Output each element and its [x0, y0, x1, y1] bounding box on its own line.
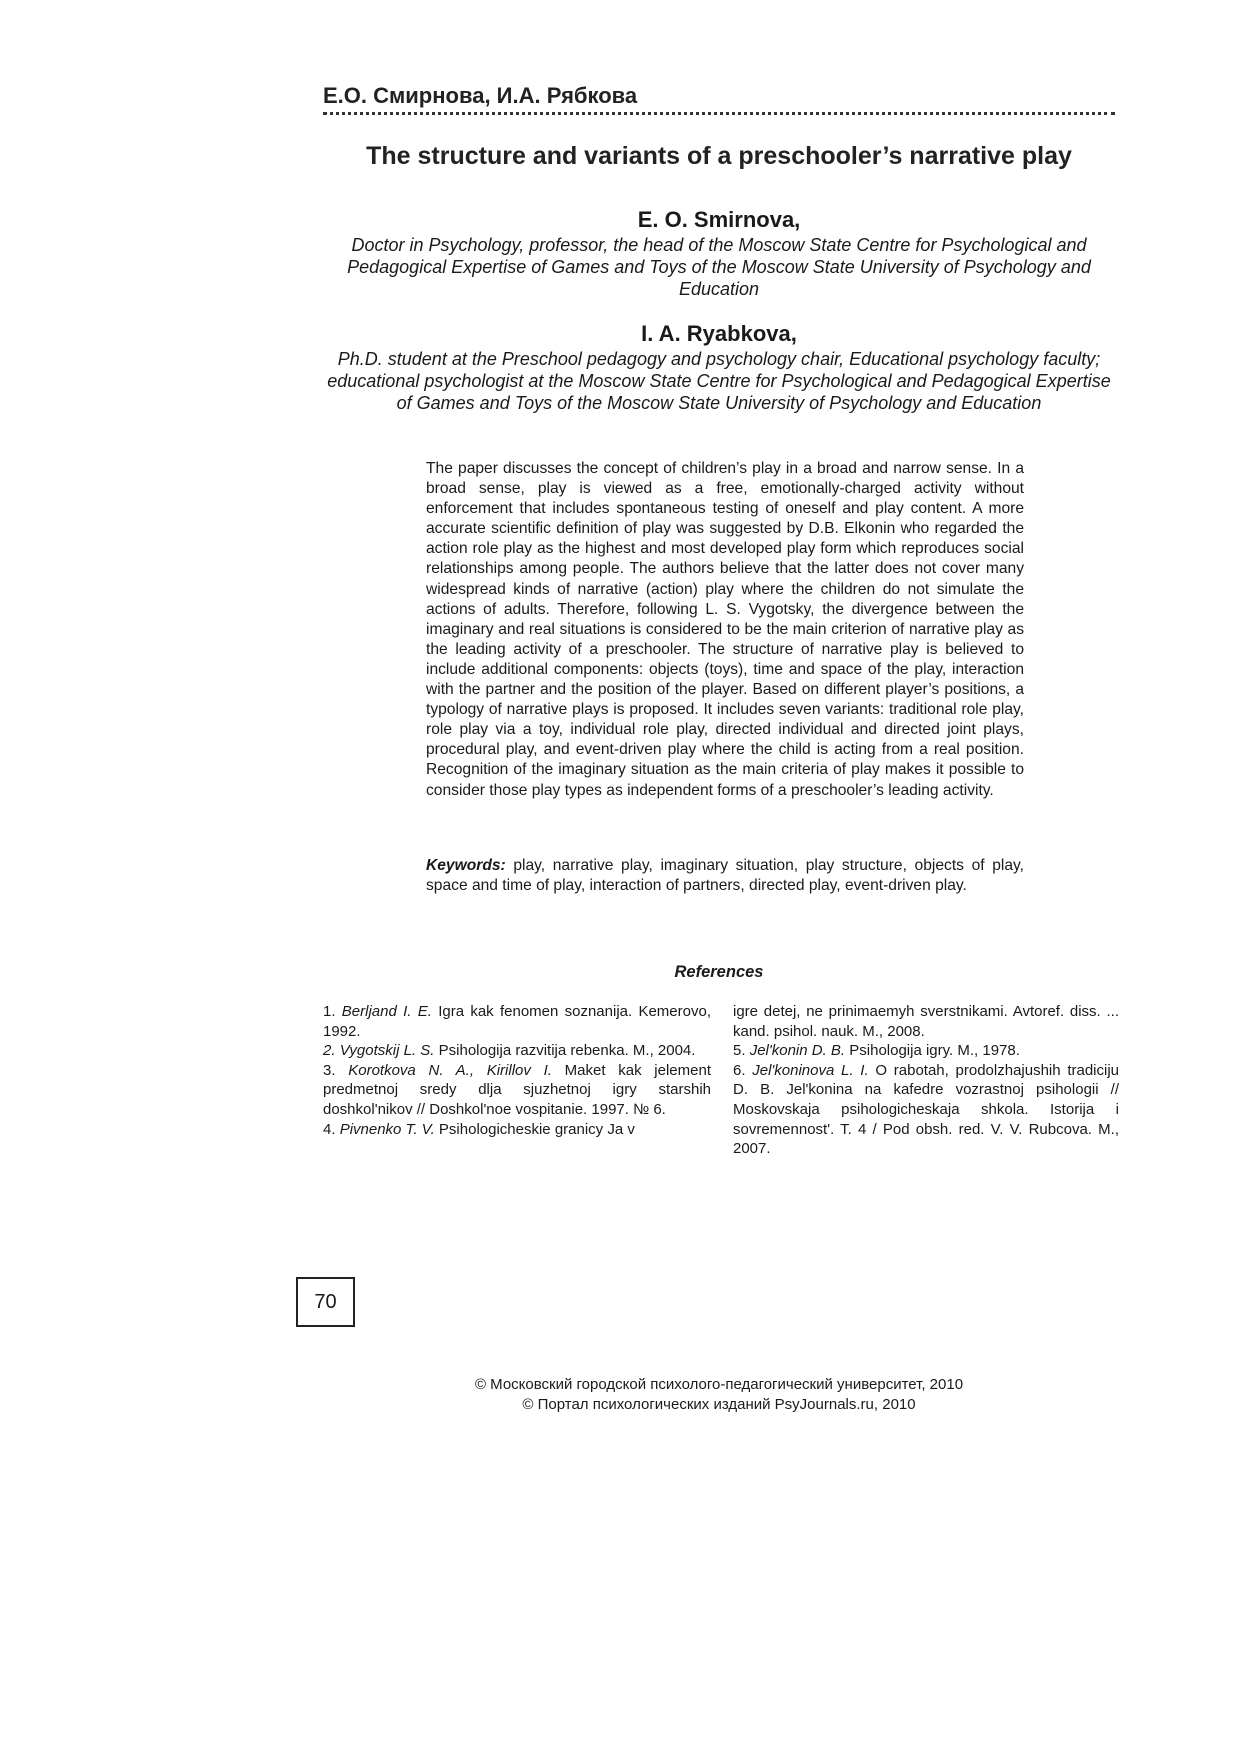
article-title: The structure and variants of a preschooler’s narrative play	[366, 142, 1072, 170]
keywords-label: Keywords:	[426, 857, 506, 874]
references-heading: References	[674, 963, 764, 981]
reference-authors: Pivnenko T. V.	[339, 1120, 435, 1138]
reference-text: Psihologicheskie granicy Ja v	[434, 1120, 635, 1138]
reference-item	[323, 1061, 711, 1120]
reference-number: 4.	[323, 1120, 340, 1138]
reference-authors: Korotkova N. A., Kirillov I.	[348, 1061, 552, 1079]
reference-number: 1.	[323, 1003, 342, 1020]
reference-text: Igra kak fenomen soznanija. Kemerovo, 1992.	[323, 1003, 711, 1040]
copyright-line-1: © Московский городской психолого-педагогический университет, 2010	[474, 1376, 964, 1393]
reference-number: 5.	[733, 1042, 750, 1060]
reference-item	[733, 1041, 1119, 1061]
reference-item	[323, 1002, 711, 1041]
reference-authors: Vygotskij L. S.	[339, 1042, 435, 1060]
author-affiliation-2: Ph.D. student at the Preschool pedagogy and psychology chair, Educational psychology faculty; educational psychologist at the Moscow State Centre for Psychological and Pedagogical Expertise of Games and Toys of the Moscow State University of Psychology and Education	[327, 349, 1111, 413]
reference-authors: Berljand I. E.	[341, 1003, 432, 1020]
reference-text: Psihologija igry. M., 1978.	[845, 1042, 1020, 1060]
reference-text: Maket kak jelement predmetnoj sredy dlja sjuzhetnoj igry starshih doshkol'nikov // Doshkol'noe vospitanie. 1997. № 6.	[323, 1061, 711, 1118]
author-name-2: I. A. Ryabkova,	[641, 321, 797, 346]
running-head	[323, 82, 1115, 115]
abstract: The paper discusses the concept of children’s play in a broad and narrow sense. In a broad sense, play is viewed as a free, emotionally-charged activity without enforcement that includes spontaneous testing of oneself and play content. A more accurate scientific definition of play was suggested by D.B. Elkonin who regarded the action role play as the highest and most developed play form which reproduces social relationships among people. The authors believe that the latter does not cover many widespread kinds of narrative (action) play where the children do not simulate the actions of adults. Therefore, following L. S. Vygotsky, the divergence between the imaginary and real situations is considered to be the main criterion of narrative play as the leading activity of a preschooler. The structure of narrative play is believed to include additional components: objects (toys), time and space of the play, interaction with the partner and the position of the player. Based on different player’s positions, a typology of narrative plays is proposed. It includes seven variants: traditional role play, role play via a toy, individual role play, directed individual and directed joint plays, procedural play, and event-driven play where the child is acting from a real position. Recognition of the imaginary situation as the main criteria of play makes it possible to consider those play types as independent forms of a preschooler’s leading activity.	[426, 460, 1024, 799]
running-head-text: Е.О. Смирнова, И.А. Рябкова	[323, 83, 638, 108]
copyright-line-2: © Портал психологических изданий PsyJournals.ru, 2010	[522, 1396, 916, 1413]
keywords-text: play, narrative play, imaginary situation, play structure, objects of play, space and time of play, interaction of partners, directed play, event-driven play.	[426, 857, 1024, 894]
reference-authors: Jel'koninova L. I.	[752, 1061, 869, 1079]
references-column-right	[733, 1002, 1119, 1159]
reference-number: 3.	[323, 1061, 349, 1079]
reference-item	[323, 1041, 711, 1061]
author-block-1	[323, 206, 1115, 300]
page-number: 70	[296, 1277, 355, 1327]
reference-number: 2.	[323, 1042, 340, 1060]
reference-item	[733, 1061, 1119, 1159]
reference-item	[323, 1120, 711, 1140]
author-affiliation-1: Doctor in Psychology, professor, the head of the Moscow State Centre for Psychological and Pedagogical Expertise of Games and Toys of the Moscow State University of Psychology and Education	[347, 235, 1091, 299]
reference-text: Psihologija razvitija rebenka. M., 2004.	[434, 1042, 696, 1060]
keywords	[426, 856, 1024, 896]
author-name-1: E. O. Smirnova,	[637, 207, 801, 232]
reference-number: 6.	[733, 1061, 753, 1079]
reference-text: O rabotah, prodolzhajushih tradiciju D. B. Jel'konina na kafedre vozrastnoj psihologii // Moskovskaja psihologicheskaja shkola. Istorija i sovremennost'. T. 4 / Pod obsh. red. V. V. Rubcova. M., 2007.	[733, 1061, 1120, 1158]
reference-item	[733, 1002, 1119, 1041]
reference-authors: Jel'konin D. B.	[749, 1042, 846, 1060]
author-block-2	[323, 320, 1115, 414]
references-column-left	[323, 1002, 711, 1139]
reference-text: igre detej, ne prinimaemyh sverstnikami. Avtoref. diss. ... kand. psihol. nauk. M., 2008.	[733, 1003, 1119, 1040]
copyright-footer	[323, 1375, 1115, 1415]
